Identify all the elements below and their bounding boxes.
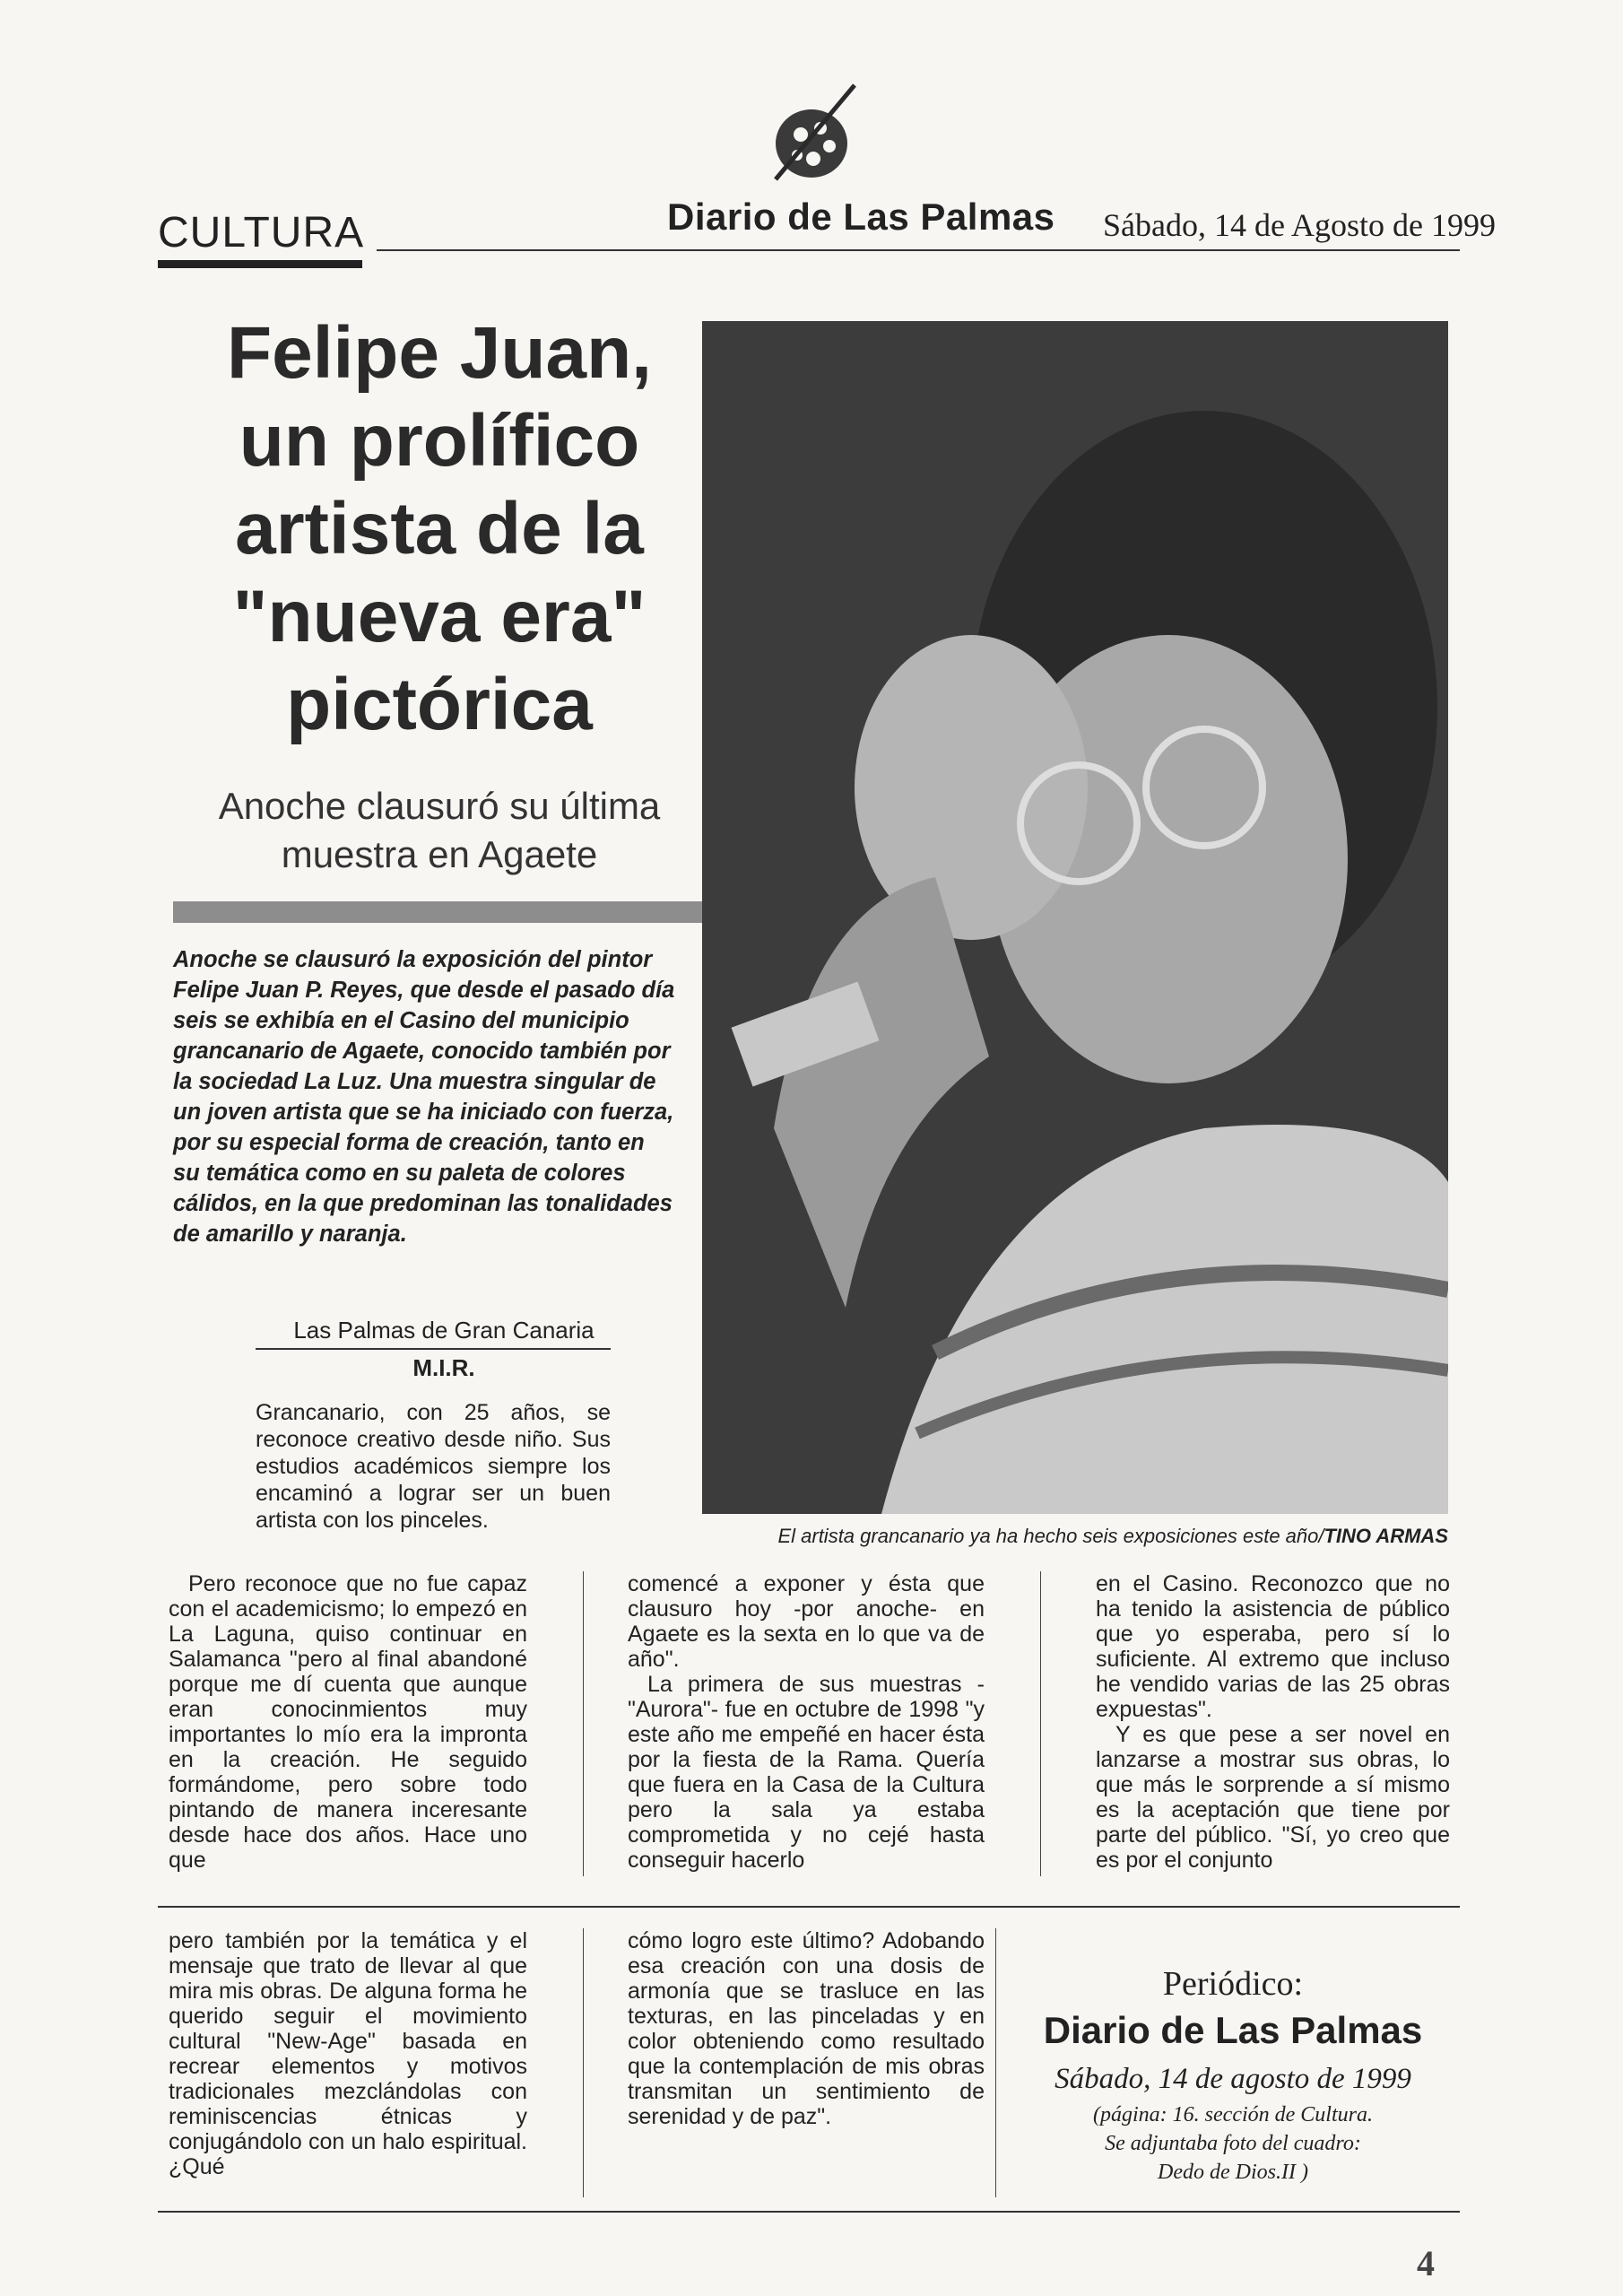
stamp-note-line: Dedo de Dios.II ) [1158,2161,1308,2184]
header-date: Sábado, 14 de Agosto de 1999 [1103,207,1496,243]
dateline-place: Las Palmas de Gran Canaria [293,1317,595,1344]
photo-credit: TINO ARMAS [1324,1525,1448,1547]
column-3-paragraph: en el Casino. Reconozco que no ha tenido la asistencia de público que yo esperaba, pero sí lo suficiente. Al extremo que incluso he vendido varias de las 25 obras expuestas". [1096,1571,1450,1722]
stamp-note-line: Se adjuntaba foto del cuadro: [1105,2132,1361,2155]
stamp-date: Sábado, 14 de agosto de 1999 [1055,2063,1411,2095]
bottom-rule [158,2211,1460,2213]
column-2 [628,1571,985,1873]
article-headline: Felipe Juan, un prolífico artista de la "nueva era" pictórica [227,312,652,745]
column-2-paragraph: La primera de sus muestras -"Aurora"- fue en octubre de 1998 "y este año me empeñé en hacer ésta por la fiesta de la Rama. Quería que fuera en la Casa de la Cultura pero la sala ya estaba comprometida y no cejé hasta conseguir hacerlo [628,1672,985,1873]
artist-photo-drawing [702,321,1448,1514]
column-3 [1096,1571,1450,1873]
section-rule [158,1906,1460,1908]
article-author: M.I.R. [412,1354,475,1381]
column-3-paragraph: Y es que pese a ser novel en lanzarse a mostrar sus obras, lo que más le sorprende a sí mismo es la aceptación que tiene por parte del público. "Sí, yo creo que es por el conjunto [1096,1722,1450,1873]
article-lead: Anoche se clausuró la exposición del pintor Felipe Juan P. Reyes, que desde el pasado día seis se exhibía en el Casino del municipio grancanario de Agaete, conocido también por la sociedad La Luz. Una muestra singular de un joven artista que se ha iniciado con fuerza, por su especial forma de creación, tanto en su temática como en su paleta de colores cálidos, en la que predominan las tonalidades de amarillo y naranja. [173,947,675,1247]
palette-icon [758,76,865,184]
page-number: 4 [1417,2243,1435,2283]
section-label: CULTURA [158,209,365,257]
dateline-rule [256,1348,611,1350]
column-divider [583,1571,584,1876]
newspaper-masthead: Diario de Las Palmas [667,196,1055,238]
headline-divider-bar [173,901,702,923]
column-divider [995,1928,996,2197]
stamp-note-line: (página: 16. sección de Cultura. [1093,2103,1373,2126]
column-divider [583,1928,584,2197]
column-1: Pero reconoce que no fue capaz con el academicismo; lo empezó en La Laguna, quiso continuar en Salamanca "pero al final abandoné porque me dí cuenta que aunque eran conocinmientos muy importantes lo mío era la impronta en la creación. He seguido formándome, pero sobre todo pintando de manera inceresante desde hace dos años. Hace uno que [169,1571,527,1873]
column-5: cómo logro este último? Adobando esa creación con una dosis de armonía que se trasluce en las texturas, en las pinceladas y en color obteniendo como resultado que la contemplación de mis obras transmitan un sentimiento de serenidad y de paz". [628,1928,985,2129]
column-4: pero también por la temática y el mensaje que trato de llevar al que mira mis obras. De alguna forma he querido seguir el movimiento cultural "New-Age" basada en recrear elementos y motivos tradicionales mezclándolas con reminiscencias étnicas y conjugándolo con un halo espiritual. ¿Qué [169,1928,527,2179]
article-subhead: Anoche clausuró su última muestra en Agaete [218,785,661,875]
section-underline [158,260,362,268]
stamp-note [1009,2100,1457,2187]
stamp-title: Periódico: [1162,1965,1304,2003]
column-2-paragraph: comencé a exponer y ésta que clausuro hoy -por anoche- en Agaete es la sexta en lo que va de año". [628,1571,985,1672]
article-intro: Grancanario, con 25 años, se reconoce creativo desde niño. Sus estudios académicos siempre los encaminó a lograr ser un buen artista con los pinceles. [256,1400,611,1533]
header-rule [377,249,1460,251]
photo-caption-text: El artista grancanario ya ha hecho seis exposiciones este año/ [777,1525,1324,1547]
column-divider [1040,1571,1041,1876]
photo-caption [702,1525,1448,1548]
stamp-newspaper: Diario de Las Palmas [1043,2009,1423,2051]
artist-photo [702,321,1448,1514]
